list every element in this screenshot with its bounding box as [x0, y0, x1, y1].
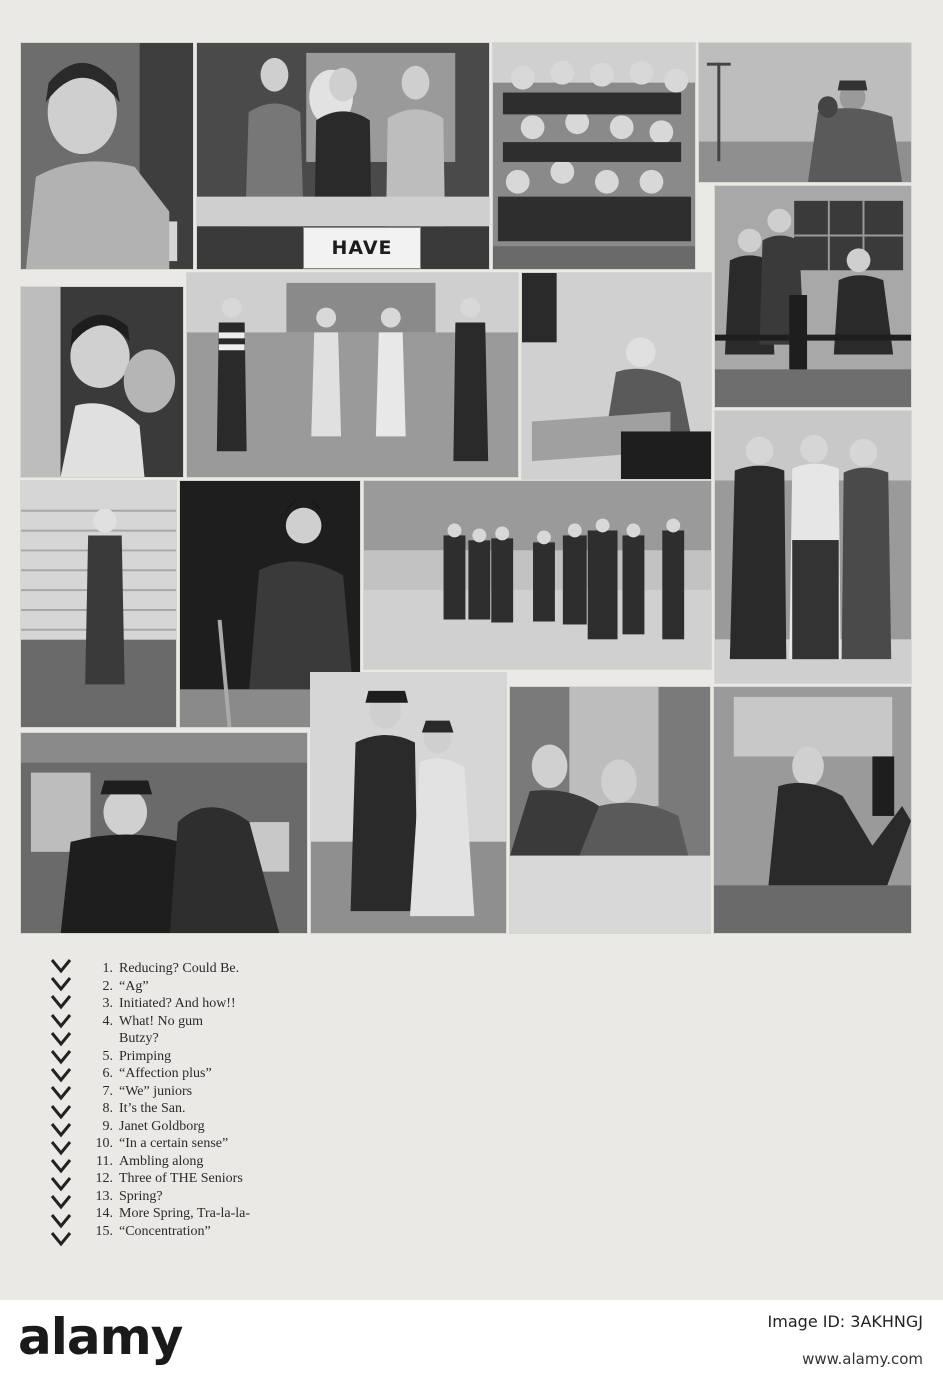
chevron-down-icon [50, 1121, 72, 1139]
image-id-label: Image ID: 3AKHNGJ [767, 1312, 923, 1331]
photo-no-gum-man [698, 42, 912, 183]
chevron-down-icon [50, 1030, 72, 1048]
caption-item: 7. “We” juniors [102, 1083, 193, 1099]
caption-item: 14. More Spring, Tra-la-la- [95, 1206, 251, 1221]
chevron-down-icon [50, 993, 72, 1011]
chevron-down-icon [50, 1139, 72, 1157]
caption-item: 2. “Ag” [102, 978, 149, 994]
caption-item: 4. What! No gum [102, 1013, 203, 1029]
photo-initiated-group [492, 42, 696, 270]
photo-ambling-along [20, 732, 308, 934]
photo-reducing-woman [20, 42, 194, 270]
chevron-down-icon [50, 1048, 72, 1066]
caption-item: 9. Janet Goldborg [102, 1118, 205, 1134]
caption-item: 5. Primping [102, 1048, 172, 1064]
chevron-down-icon [50, 1157, 72, 1175]
chevron-down-icon [50, 1193, 72, 1211]
chevron-down-icon [50, 1012, 72, 1030]
caption-item: 1. Reducing? Could Be. [102, 961, 240, 976]
photo-concentration [713, 686, 912, 934]
caption-item: 3. Initiated? And how!! [102, 996, 236, 1011]
caption-item: 11. Ambling along [96, 1153, 204, 1169]
photo-affection-plus [186, 272, 519, 478]
caption-item: 13. Spring? [95, 1188, 163, 1204]
chevron-down-icon [50, 1230, 72, 1248]
site-url: www.alamy.com [802, 1350, 923, 1368]
photo-primping [20, 286, 184, 478]
caption-item: 12. Three of THE Seniors [95, 1171, 243, 1186]
chevron-down-icon [50, 1066, 72, 1084]
photo-we-juniors [521, 272, 712, 480]
caption-item: 15. “Concentration” [95, 1223, 211, 1239]
photo-ag-three-men [196, 42, 490, 270]
chevron-down-icon [50, 1084, 72, 1102]
caption-item: 6. “Affection plus” [102, 1066, 212, 1081]
photo-three-seniors [714, 410, 912, 684]
photo-butzy-three-boys [714, 185, 912, 408]
chevron-down-icon [50, 1212, 72, 1230]
chevron-down-icon [50, 1103, 72, 1121]
chevron-down-icon [50, 1175, 72, 1193]
chevron-column [50, 957, 72, 1248]
caption-item: 10. “In a certain sense” [95, 1136, 229, 1151]
photo-more-spring [509, 686, 711, 934]
caption-item: 8. It’s the San. [102, 1101, 186, 1116]
chevron-down-icon [50, 957, 72, 975]
caption-item-continued: Butzy? [119, 1031, 159, 1046]
alamy-logo: alamy [18, 1308, 183, 1366]
photo-spring [310, 672, 507, 934]
chevron-down-icon [50, 975, 72, 993]
have-you-sign: HAVE [303, 227, 421, 269]
photo-in-a-certain-sense [363, 480, 712, 670]
caption-list [88, 960, 250, 1240]
photo-its-the-san [20, 480, 177, 728]
